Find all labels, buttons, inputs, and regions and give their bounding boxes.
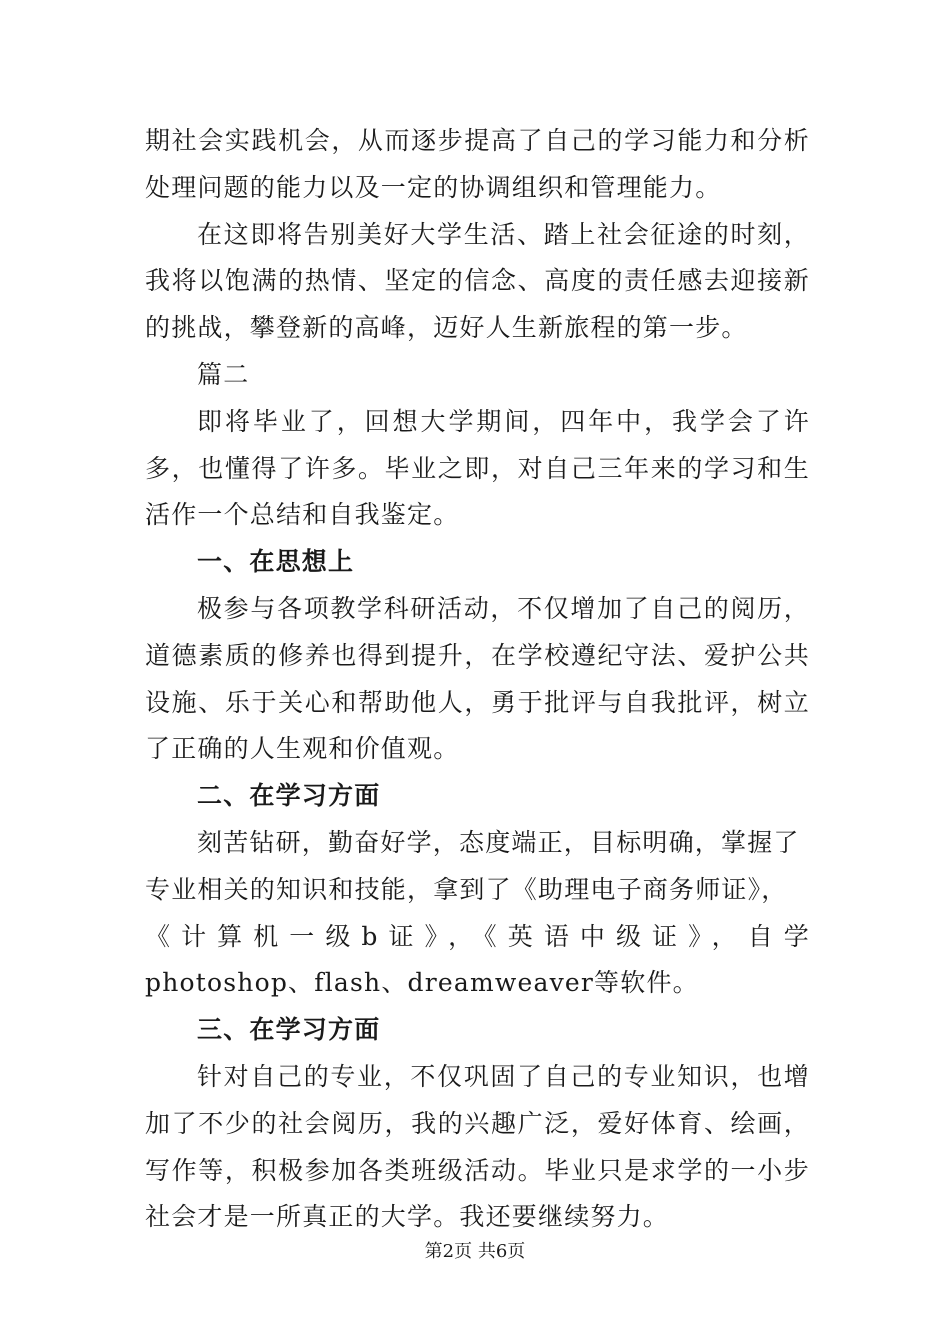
heading-ideology: 一、在思想上 bbox=[197, 547, 355, 577]
paragraph-study-line-2: 专业相关的知识和技能，拿到了《助理电子商务师证》， bbox=[145, 874, 788, 904]
paragraph-study-line-3: 《计算机一级b证》，《英语中级证》，自学 bbox=[145, 921, 810, 951]
heading-study: 二、在学习方面 bbox=[197, 781, 381, 811]
paragraph-ideology: 极参与各项教学科研活动，不仅增加了自己的阅历，道德素质的修养也得到提升，在学校遵纪守法、爱护公共设施、乐于关心和帮助他人，勇于批评与自我批评，树立了正确的人生观和价值观。 bbox=[145, 593, 810, 764]
paragraph-study-line-4: photoshop、flash、dreamweaver等软件。 bbox=[145, 968, 699, 998]
paragraph-study-line-1: 刻苦钻研，勤奋好学，态度端正，目标明确，掌握了 bbox=[197, 827, 800, 857]
paragraph-farewell: 在这即将告别美好大学生活、踏上社会征途的时刻，我将以饱满的热情、坚定的信念、高度的责任感去迎接新的挑战，攀登新的高峰，迈好人生新旅程的第一步。 bbox=[145, 219, 810, 343]
section-label-part-two: 篇二 bbox=[197, 359, 250, 389]
paragraph-study bbox=[145, 820, 810, 1007]
document-body bbox=[145, 118, 810, 1241]
paragraph-activities: 针对自己的专业，不仅巩固了自己的专业知识，也增加了不少的社会阅历，我的兴趣广泛，爱好体育、绘画，写作等，积极参加各类班级活动。毕业只是求学的一小步社会才是一所真正的大学。我还要继续努力。 bbox=[145, 1061, 810, 1232]
paragraph-graduation-intro: 即将毕业了，回想大学期间，四年中，我学会了许多，也懂得了许多。毕业之即，对自己三年来的学习和生活作一个总结和自我鉴定。 bbox=[145, 406, 810, 530]
heading-study-2: 三、在学习方面 bbox=[197, 1015, 381, 1045]
page-number-footer: 第2页 共6页 bbox=[424, 1241, 526, 1262]
paragraph-continuation: 期社会实践机会，从而逐步提高了自己的学习能力和分析处理问题的能力以及一定的协调组织和管理能力。 bbox=[145, 126, 810, 202]
